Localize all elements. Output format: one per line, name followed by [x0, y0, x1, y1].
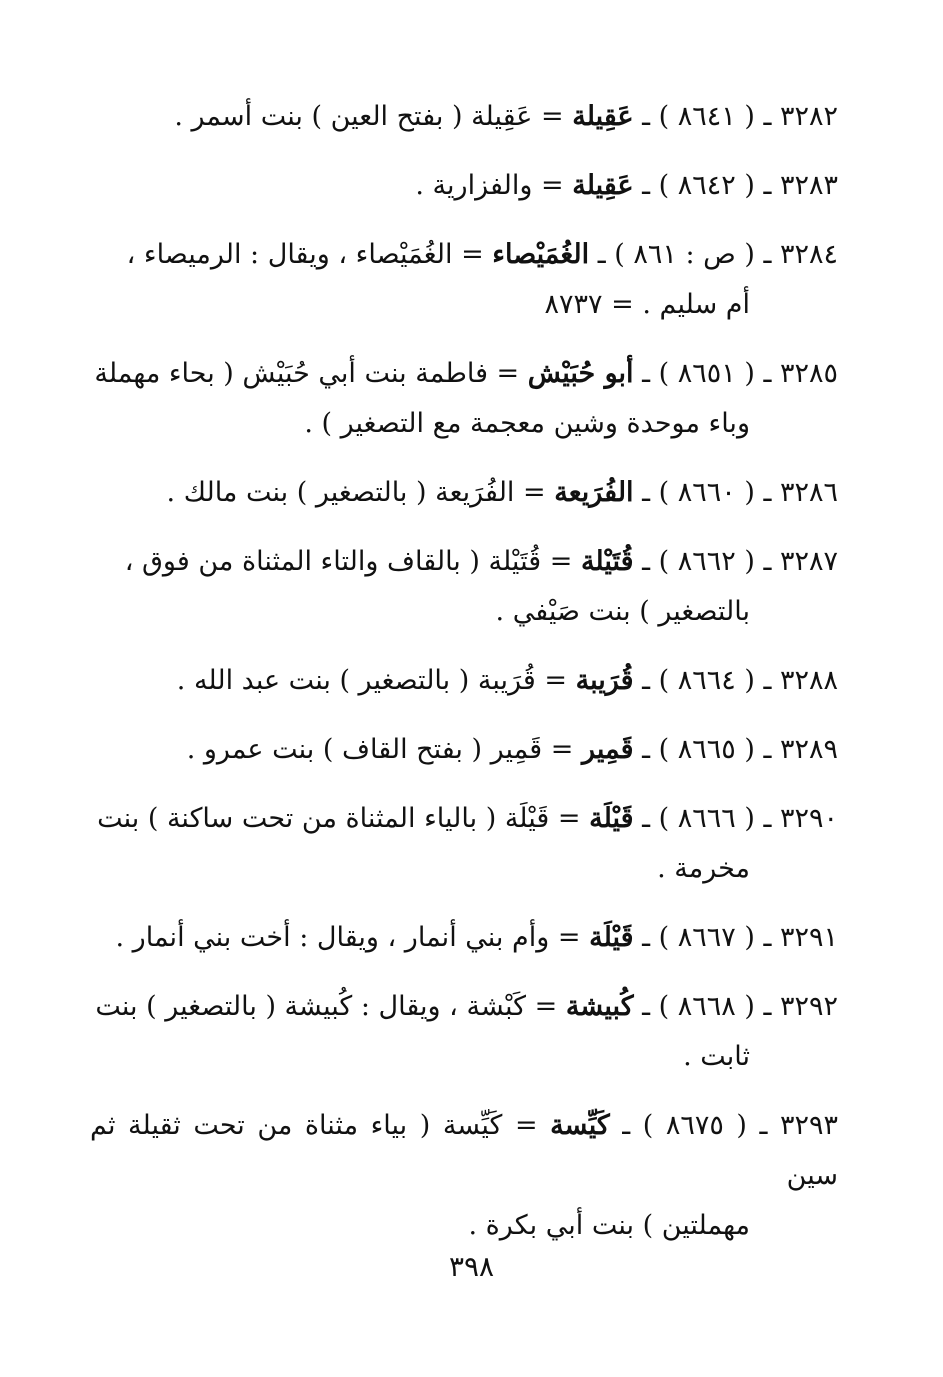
- entry-3287: ٣٢٨٧ ـ ( ٨٦٦٢ ) ـ قُتَيْلة = قُتَيْلة ( بالقاف والتاء المثناة من فوق ، بالتصغير ) بنت صَيْفي .: [90, 537, 838, 637]
- entry-reference: ( ص : ٨٦١ ): [614, 239, 755, 270]
- entry-name: عَقِيلة: [572, 170, 634, 201]
- entry-number: ٣٢٨٩: [779, 734, 838, 765]
- entry-reference: ( ٨٦٥١ ): [658, 358, 755, 389]
- entry-3283: ٣٢٨٣ ـ ( ٨٦٤٢ ) ـ عَقِيلة = والفزارية .: [415, 170, 838, 201]
- entry-3289: ٣٢٨٩ ـ ( ٨٦٦٥ ) ـ قَمِير = قَمِير ( بفتح القاف ) بنت عمرو .: [186, 734, 838, 765]
- entry-name: أبو حُبَيْش: [527, 358, 634, 389]
- entry-3292: ٣٢٩٢ ـ ( ٨٦٦٨ ) ـ كُبيشة = كَبْشة ، ويقال : كُبيشة ( بالتصغير ) بنت ثابت .: [90, 982, 838, 1082]
- page-number: ٣٩٨: [448, 1250, 495, 1283]
- entry-name: كُبيشة: [565, 991, 634, 1022]
- entry-text: = قُتَيْلة ( بالقاف والتاء المثناة من فوق ،: [124, 546, 573, 577]
- entry-text: = عَقِيلة ( بفتح العين ) بنت أسمر .: [174, 101, 564, 132]
- entry-3286: ٣٢٨٦ ـ ( ٨٦٦٠ ) ـ الفُرَيعة = الفُرَيعة ( بالتصغير ) بنت مالك .: [166, 477, 838, 508]
- entry-continuation: مخرمة .: [657, 853, 750, 884]
- entry-number: ٣٢٨٤: [779, 239, 838, 270]
- entry-number: ٣٢٩٠: [779, 803, 838, 834]
- entry-name: عَقِيلة: [572, 101, 634, 132]
- entry-number: ٣٢٨٥: [779, 358, 838, 389]
- entry-reference: ( ٨٦٦٢ ): [658, 546, 755, 577]
- entry-list: [90, 92, 838, 1270]
- entry-number: ٣٢٨٧: [779, 546, 838, 577]
- entry-reference: ( ٨٦٦٨ ): [658, 991, 755, 1022]
- entry-number: ٣٢٨٨: [779, 665, 838, 696]
- entry-continuation: بالتصغير ) بنت صَيْفي .: [495, 596, 750, 627]
- entry-name: قُتَيْلة: [580, 546, 634, 577]
- entry-reference: ( ٨٦٦٥ ): [658, 734, 755, 765]
- entry-reference: ( ٨٦٤٢ ): [658, 170, 755, 201]
- entry-number: ٣٢٨٣: [779, 170, 838, 201]
- entry-continuation: وباء موحدة وشين معجمة مع التصغير ) .: [304, 408, 750, 439]
- entry-name: قَيْلَة: [589, 922, 634, 953]
- entry-3293: ٣٢٩٣ ـ ( ٨٦٧٥ ) ـ كَيِّسة = كَيِّسة ( بياء مثناة من تحت ثقيلة ثم سين مهملتين ) بنت أبي بكرة .: [90, 1101, 838, 1251]
- entry-reference: ( ٨٦٦٦ ): [658, 803, 755, 834]
- entry-number: ٣٢٨٦: [779, 477, 838, 508]
- entry-name: قَيْلَة: [589, 803, 634, 834]
- entry-text: = الغُمَيْصاء ، ويقال : الرميصاء ،: [126, 239, 484, 270]
- entry-continuation: ثابت .: [683, 1041, 750, 1072]
- entry-number: ٣٢٩١: [779, 922, 838, 953]
- entry-3291: ٣٢٩١ ـ ( ٨٦٦٧ ) ـ قَيْلَة = وأم بني أنمار ، ويقال : أخت بني أنمار .: [115, 922, 838, 953]
- entry-text: = كَيِّسة ( بياء مثناة من تحت ثقيلة ثم سين: [90, 1110, 838, 1191]
- entry-reference: ( ٨٦٤١ ): [658, 101, 755, 132]
- entry-number: ٣٢٩٢: [779, 991, 838, 1022]
- entry-3282: ٣٢٨٢ ـ ( ٨٦٤١ ) ـ عَقِيلة = عَقِيلة ( بفتح العين ) بنت أسمر .: [174, 101, 838, 132]
- entry-3284: ٣٢٨٤ ـ ( ص : ٨٦١ ) ـ الغُمَيْصاء = الغُمَيْصاء ، ويقال : الرميصاء ، أم سليم . = ٨٧٣٧: [90, 230, 838, 330]
- entry-reference: ( ٨٦٦٠ ): [658, 477, 755, 508]
- entry-text: = كَبْشة ، ويقال : كُبيشة ( بالتصغير ) بنت: [95, 991, 558, 1022]
- entry-reference: ( ٨٦٧٥ ): [642, 1110, 747, 1141]
- entry-reference: ( ٨٦٦٧ ): [658, 922, 755, 953]
- entry-reference: ( ٨٦٦٤ ): [658, 665, 755, 696]
- entry-number: ٣٢٨٢: [779, 101, 838, 132]
- entry-text: = قَيْلَة ( بالياء المثناة من تحت ساكنة ) بنت: [97, 803, 581, 834]
- entry-continuation: مهملتين ) بنت أبي بكرة .: [468, 1210, 750, 1241]
- entry-name: كَيِّسة: [550, 1110, 610, 1141]
- entry-text: = الفُرَيعة ( بالتصغير ) بنت مالك .: [166, 477, 546, 508]
- entry-text: = فاطمة بنت أبي حُبَيْش ( بحاء مهملة: [94, 358, 520, 389]
- entry-text: = والفزارية .: [415, 170, 564, 201]
- entry-continuation: أم سليم . = ٨٧٣٧: [544, 289, 750, 320]
- entry-3285: ٣٢٨٥ ـ ( ٨٦٥١ ) ـ أبو حُبَيْش = فاطمة بنت أبي حُبَيْش ( بحاء مهملة وباء موحدة وشين معجمة مع التصغير ) .: [90, 349, 838, 449]
- entry-3290: ٣٢٩٠ ـ ( ٨٦٦٦ ) ـ قَيْلَة = قَيْلَة ( بالياء المثناة من تحت ساكنة ) بنت مخرمة .: [90, 794, 838, 894]
- entry-name: قَمِير: [582, 734, 634, 765]
- entry-name: قُرَيبة: [575, 665, 634, 696]
- entry-text: = وأم بني أنمار ، ويقال : أخت بني أنمار .: [115, 922, 581, 953]
- entry-text: = قَمِير ( بفتح القاف ) بنت عمرو .: [186, 734, 574, 765]
- entry-number: ٣٢٩٣: [779, 1110, 838, 1141]
- entry-3288: ٣٢٨٨ ـ ( ٨٦٦٤ ) ـ قُرَيبة = قُرَيبة ( بالتصغير ) بنت عبد الله .: [176, 665, 838, 696]
- entry-text: = قُرَيبة ( بالتصغير ) بنت عبد الله .: [176, 665, 568, 696]
- entry-name: الفُرَيعة: [554, 477, 634, 508]
- entry-name: الغُمَيْصاء: [492, 239, 590, 270]
